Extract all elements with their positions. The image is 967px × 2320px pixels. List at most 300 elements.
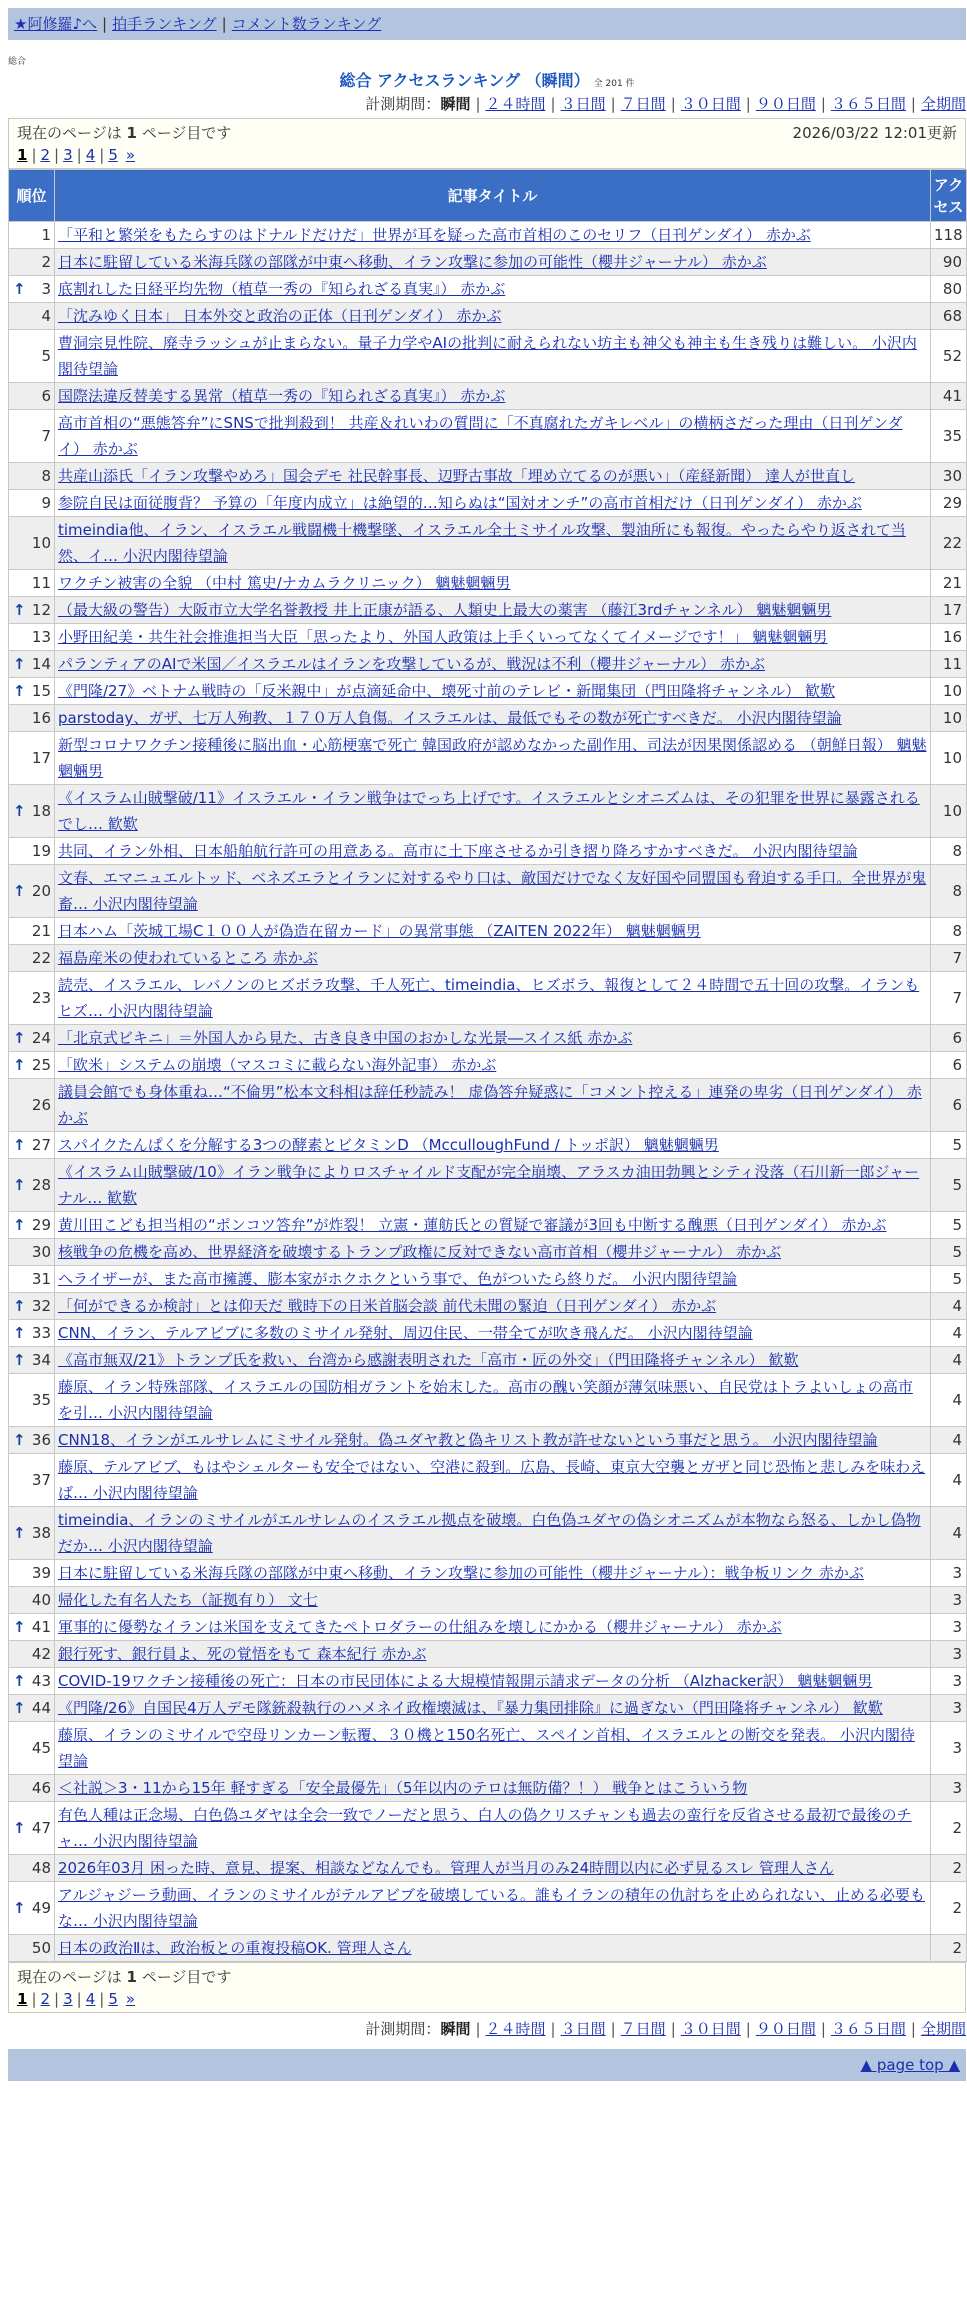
article-title-link[interactable]: 「欧米」システムの崩壊（マスコミに載らない海外記事） 赤かぶ: [58, 1056, 497, 1074]
nav-separator: |: [102, 15, 108, 33]
rank-number: 20: [31, 882, 51, 900]
table-row: [9, 1882, 967, 1935]
access-count: 8: [931, 918, 967, 945]
access-count: 3: [931, 1587, 967, 1614]
title-cell: [55, 303, 931, 330]
rank-up-arrow-icon: ↑: [13, 1297, 26, 1315]
title-cell: [55, 1507, 931, 1560]
access-count: 8: [931, 865, 967, 918]
rank-cell: [9, 1239, 55, 1266]
article-title-link[interactable]: COVID-19ワクチン接種後の死亡：日本の市民団体による大規模情報開示請求データの分析 （Alzhacker訳） 魑魅魍魎男: [58, 1672, 873, 1690]
article-title-link[interactable]: 帰化した有名人たち（証拠有り） 文七: [58, 1591, 318, 1609]
rank-number: 1: [41, 226, 51, 244]
page-link-next[interactable]: »: [125, 1990, 136, 2008]
table-row: [9, 1212, 967, 1239]
access-count: 90: [931, 249, 967, 276]
rank-number: 36: [31, 1431, 51, 1449]
rank-cell: [9, 972, 55, 1025]
rank-up-arrow-icon: ↑: [13, 1136, 26, 1154]
rank-cell: [9, 1320, 55, 1347]
article-title-link[interactable]: 核戦争の危機を高め、世界経済を破壊するトランプ政権に反対できない高市首相（櫻井ジャーナル） 赤かぶ: [58, 1243, 782, 1261]
rank-cell: [9, 1025, 55, 1052]
access-count: 6: [931, 1079, 967, 1132]
page-top-link[interactable]: ▲ page top ▲: [860, 2056, 960, 2074]
title-cell: [55, 1320, 931, 1347]
article-title-link[interactable]: 有色人種は正念場、白色偽ユダヤは全会一致でノーだと思う、白人の偽クリスチャンも過去の蛮行を反省させる最初で最後のチャ… 小沢内閣待望論: [58, 1806, 912, 1850]
rank-cell: [9, 918, 55, 945]
article-title-link[interactable]: 銀行死す、銀行員よ、死の覚悟をもて 森本紀行 赤かぶ: [58, 1645, 427, 1663]
rank-up-arrow-icon: ↑: [13, 1819, 26, 1837]
rank-number: 7: [41, 427, 51, 445]
access-count: 21: [931, 570, 967, 597]
page-link-3[interactable]: 3: [63, 1990, 73, 2008]
access-count: 11: [931, 651, 967, 678]
rank-cell: [9, 570, 55, 597]
table-row: [9, 651, 967, 678]
article-title-link[interactable]: 藤原、イランのミサイルで空母リンカーン転覆、３０機と150名死亡、スペイン首相、イスラエルとの断交を発表。 小沢内閣待望論: [58, 1726, 915, 1770]
article-title-link[interactable]: 小野田紀美・共生社会推進担当大臣「思ったより、外国人政策は上手くいってなくてイメージです！」 魑魅魍魎男: [58, 628, 828, 646]
rank-number: 42: [31, 1645, 51, 1663]
rank-cell: [9, 463, 55, 490]
rank-cell: [9, 1427, 55, 1454]
period-current: 瞬間: [440, 2020, 471, 2038]
access-count: 3: [931, 1560, 967, 1587]
title-cell: [55, 490, 931, 517]
updated-timestamp: 2026/03/22 12:01更新: [792, 124, 957, 142]
table-row: [9, 1935, 967, 1962]
period-selector-bottom: 計測期間：瞬間 | ２４時間 | ３日間 | ７日間 | ３０日間 | ９０日間 | ３６５日間 | 全期間: [365, 2020, 966, 2038]
rank-cell: [9, 1935, 55, 1962]
article-title-link[interactable]: 「何ができるか検討」とは仰天だ 戦時下の日米首脳会談 前代未聞の緊迫（日刊ゲンダイ） 赤かぶ: [58, 1297, 717, 1315]
rank-number: 9: [41, 494, 51, 512]
rank-up-arrow-icon: ↑: [13, 1324, 26, 1342]
access-count: 2: [931, 1882, 967, 1935]
period-link-365d[interactable]: ３６５日間: [830, 2020, 906, 2038]
rank-cell: [9, 1775, 55, 1802]
ranking-title-line: [8, 70, 966, 92]
article-title-link[interactable]: 読売、イスラエル、レバノンのヒズボラ攻撃、千人死亡、timeindia、ヒズボラ、報復として２４時間で五十回の攻撃。イランもヒズ… 小沢内閣待望論: [58, 976, 920, 1020]
rank-cell: [9, 1695, 55, 1722]
rank-cell: [9, 1855, 55, 1882]
rank-number: 15: [31, 682, 51, 700]
period-label: 計測期間：: [365, 2020, 441, 2038]
rank-number: 19: [31, 842, 51, 860]
period-link-7d[interactable]: ７日間: [620, 2020, 666, 2038]
article-title-link[interactable]: 藤原、テルアビブ、もはやシェルターも安全ではない、空港に殺到。広島、長崎、東京大空襲とガザと同じ恐怖と悲しみを味わえば… 小沢内閣待望論: [58, 1458, 926, 1502]
period-link-all[interactable]: 全期間: [920, 2020, 966, 2038]
current-page-text: 現在のページは 1 ページ目です: [17, 1968, 232, 1986]
title-cell: [55, 1239, 931, 1266]
title-cell: [55, 383, 931, 410]
article-title-link[interactable]: 文春、エマニュエルトッド、ベネズエラとイランに対するやり口は、敵国だけでなく友好国や同盟国も脅迫する手口。全世界が鬼畜… 小沢内閣待望論: [58, 869, 927, 913]
table-row: [9, 678, 967, 705]
article-title-link[interactable]: ヘライザーが、また高市擁護、膨本家がホクホクという事で、色がついたら終りだ。 小沢内閣待望論: [58, 1270, 738, 1288]
rank-cell: [9, 624, 55, 651]
page-link-3[interactable]: 3: [63, 146, 73, 164]
table-row: [9, 597, 967, 624]
table-row: [9, 918, 967, 945]
article-title-link[interactable]: 日本に駐留している米海兵隊の部隊が中東へ移動、イラン攻撃に参加の可能性（櫻井ジャーナル）：戦争板リンク 赤かぶ: [58, 1564, 864, 1582]
period-link-30d[interactable]: ３０日間: [680, 2020, 741, 2038]
title-cell: [55, 1802, 931, 1855]
rank-cell: [9, 1668, 55, 1695]
rank-number: 6: [41, 387, 51, 405]
title-cell: [55, 1025, 931, 1052]
table-row: [9, 624, 967, 651]
title-cell: [55, 865, 931, 918]
rank-number: 35: [31, 1391, 51, 1409]
table-row: [9, 1695, 967, 1722]
article-title-link[interactable]: 福島産米の使われているところ 赤かぶ: [58, 949, 318, 967]
article-title-link[interactable]: 「北京式ビキニ」＝外国人から見た、古き良き中国のおかしな光景―スイス紙 赤かぶ: [58, 1029, 633, 1047]
period-link-7d[interactable]: ７日間: [620, 95, 666, 113]
table-row: [9, 732, 967, 785]
pagination-bottom: 1 | 2 | 3 | 4 | 5 »: [17, 1990, 136, 2008]
rank-number: 11: [31, 574, 51, 592]
rank-number: 47: [31, 1819, 51, 1837]
rank-up-arrow-icon: ↑: [13, 1672, 26, 1690]
rank-cell: [9, 1802, 55, 1855]
access-count: 2: [931, 1802, 967, 1855]
header-rank: 順位: [9, 170, 55, 222]
rank-number: 23: [31, 989, 51, 1007]
title-cell: [55, 624, 931, 651]
title-cell: [55, 1587, 931, 1614]
title-cell: [55, 945, 931, 972]
article-title-link[interactable]: 共産山添氏「イラン攻撃やめろ」国会デモ 社民幹事長、辺野古事故「埋め立てるのが悪い」（産経新聞） 達人が世直し: [58, 467, 856, 485]
period-link-all[interactable]: 全期間: [920, 95, 966, 113]
access-count: 4: [931, 1507, 967, 1560]
rank-number: 43: [31, 1672, 51, 1690]
access-count: 5: [931, 1239, 967, 1266]
title-cell: [55, 330, 931, 383]
rank-number: 4: [41, 307, 51, 325]
table-row: [9, 330, 967, 383]
rank-cell: [9, 1374, 55, 1427]
rank-number: 8: [41, 467, 51, 485]
article-title-link[interactable]: アルジャジーラ動画、イランのミサイルがテルアビブを破壊している。誰もイランの積年の仇討ちを止められない、止める必要もな… 小沢内閣待望論: [58, 1886, 925, 1930]
rank-number: 46: [31, 1779, 51, 1797]
article-title-link[interactable]: （最大級の警告）大阪市立大学名誉教授 井上正康が語る、人類史上最大の薬害 （藤江3rdチャンネル） 魑魅魍魎男: [58, 601, 832, 619]
rank-number: 28: [31, 1176, 51, 1194]
title-cell: [55, 249, 931, 276]
title-cell: [55, 1722, 931, 1775]
rank-cell: [9, 678, 55, 705]
article-title-link[interactable]: 日本に駐留している米海兵隊の部隊が中東へ移動、イラン攻撃に参加の可能性（櫻井ジャーナル） 赤かぶ: [58, 253, 767, 271]
period-link-24h[interactable]: ２４時間: [485, 95, 546, 113]
period-link-365d[interactable]: ３６５日間: [830, 95, 906, 113]
table-row: [9, 1374, 967, 1427]
nav-link-home[interactable]: ★阿修羅♪へ: [14, 15, 98, 33]
rank-up-arrow-icon: ↑: [13, 1176, 26, 1194]
article-title-link[interactable]: 「平和と繁栄をもたらすのはドナルドだけだ」世界が耳を疑った高市首相のこのセリフ（日刊ゲンダイ） 赤かぶ: [58, 226, 811, 244]
table-row: [9, 1025, 967, 1052]
rank-cell: [9, 1560, 55, 1587]
rank-cell: [9, 383, 55, 410]
period-selector-top: 計測期間：瞬間 | ２４時間 | ３日間 | ７日間 | ３０日間 | ９０日間 | ３６５日間 | 全期間: [365, 95, 966, 113]
rank-cell: [9, 1454, 55, 1507]
rank-cell: [9, 838, 55, 865]
access-count: 80: [931, 276, 967, 303]
article-title-link[interactable]: timeindia他、イラン、イスラエル戦闘機十機撃墜、イスラエル全土ミサイル攻撃、製油所にも報復。やったらやり返されて当然、イ… 小沢内閣待望論: [58, 521, 906, 565]
table-row: [9, 1507, 967, 1560]
article-title-link[interactable]: 日本ハム「茨城工場C１００人が偽造在留カード」の異常事態 （ZAITEN 2022年） 魑魅魍魎男: [58, 922, 701, 940]
period-current: 瞬間: [440, 95, 471, 113]
article-title-link[interactable]: 国際法違反替美する異常（植草一秀の『知られざる真実』） 赤かぶ: [58, 387, 506, 405]
rank-cell: [9, 517, 55, 570]
page-link-2[interactable]: 2: [40, 146, 51, 164]
rank-number: 10: [31, 534, 51, 552]
title-cell: [55, 732, 931, 785]
article-title-link[interactable]: 共同、イラン外相、日本船舶航行許可の用意ある。高市に土下座させるか引き摺り降ろすかすべきだ。 小沢内閣待望論: [58, 842, 858, 860]
article-title-link[interactable]: CNN、イラン、テルアビブに多数のミサイル発射、周辺住民、一帯全てが吹き飛んだ。 小沢内閣待望論: [58, 1324, 753, 1342]
access-count: 7: [931, 945, 967, 972]
page-info-top: [8, 118, 966, 169]
rank-cell: [9, 490, 55, 517]
nav-link-comment-ranking[interactable]: コメント数ランキング: [231, 15, 382, 33]
rank-number: 25: [31, 1056, 51, 1074]
access-count: 4: [931, 1454, 967, 1507]
access-count: 5: [931, 1132, 967, 1159]
table-row: [9, 303, 967, 330]
article-title-link[interactable]: 《イスラム山賊撃破/11》イスラエル・イラン戦争はでっち上げです。イスラエルとシオニズムは、その犯罪を世界に暴露されるでし… 歓歎: [58, 789, 920, 833]
rank-cell: [9, 1052, 55, 1079]
page-link-4[interactable]: 4: [85, 146, 96, 164]
article-title-link[interactable]: スパイクたんぱくを分解する3つの酵素とビタミンD （McculloughFund / トッポ訳） 魑魅魍魎男: [58, 1136, 719, 1154]
table-row: [9, 1079, 967, 1132]
article-title-link[interactable]: 日本の政治Ⅱは、政治板との重複投稿OK. 管理人さん: [58, 1939, 412, 1957]
rank-up-arrow-icon: ↑: [13, 1029, 26, 1047]
article-title-link[interactable]: 「沈みゆく日本」 日本外交と政治の正体（日刊ゲンダイ） 赤かぶ: [58, 307, 502, 325]
rank-number: 2: [41, 253, 51, 271]
article-title-link[interactable]: 議員会館でも身体重ね…“不倫男”松本文科相は辞任秒読み！ 虚偽答弁疑惑に「コメント控える」連発の卑劣（日刊ゲンダイ） 赤かぶ: [58, 1083, 922, 1127]
article-title-link[interactable]: 軍事的に優勢なイランは米国を支えてきたペトロダラーの仕組みを壊しにかかる（櫻井ジャーナル） 赤かぶ: [58, 1618, 782, 1636]
title-cell: [55, 1775, 931, 1802]
page-link-5[interactable]: 5: [108, 146, 118, 164]
table-row: [9, 1560, 967, 1587]
rank-number: 13: [31, 628, 51, 646]
article-title-link[interactable]: parstoday、ガザ、七万人殉教、１７０万人負傷。イスラエルは、最低でもその数が死亡すべきだ。 小沢内閣待望論: [58, 709, 842, 727]
access-count: 4: [931, 1293, 967, 1320]
access-count: 6: [931, 1025, 967, 1052]
table-row: [9, 1641, 967, 1668]
article-title-link[interactable]: 底割れした日経平均先物（植草一秀の『知られざる真実』） 赤かぶ: [58, 280, 506, 298]
rank-up-arrow-icon: ↑: [13, 601, 26, 619]
title-cell: [55, 651, 931, 678]
table-row: [9, 1802, 967, 1855]
access-count: 10: [931, 785, 967, 838]
pagination-top: 1 | 2 | 3 | 4 | 5 »: [17, 146, 136, 164]
page-link-1[interactable]: 1: [17, 146, 28, 164]
table-row: [9, 1668, 967, 1695]
article-title-link[interactable]: 《高市無双/21》トランプ氏を救い、台湾から感謝表明された「高市・匠の外交」（門田隆将チャンネル） 歓歎: [58, 1351, 799, 1369]
rank-cell: [9, 945, 55, 972]
page-link-4[interactable]: 4: [85, 1990, 96, 2008]
article-title-link[interactable]: timeindia、イランのミサイルがエルサレムのイスラエル拠点を破壊。白色偽ユダヤの偽シオニズムが本物なら怒る、しかし偽物だか… 小沢内閣待望論: [58, 1511, 921, 1555]
total-count: 全 201 件: [593, 79, 635, 89]
table-row: [9, 570, 967, 597]
table-row: [9, 1427, 967, 1454]
rank-cell: [9, 1212, 55, 1239]
title-cell: [55, 705, 931, 732]
rank-up-arrow-icon: ↑: [13, 682, 26, 700]
article-title-link[interactable]: 参院自民は面従腹背？ 予算の「年度内成立」は絶望的…知らぬは“国対オンチ”の高市首相だけ（日刊ゲンダイ） 赤かぶ: [58, 494, 862, 512]
rank-number: 22: [31, 949, 51, 967]
table-row: [9, 705, 967, 732]
rank-cell: [9, 1159, 55, 1212]
page-container: [8, 8, 966, 2081]
access-count: 68: [931, 303, 967, 330]
title-cell: [55, 222, 931, 249]
title-cell: [55, 1266, 931, 1293]
period-link-24h[interactable]: ２４時間: [485, 2020, 546, 2038]
access-count: 8: [931, 838, 967, 865]
access-count: 2: [931, 1935, 967, 1962]
table-row: [9, 1052, 967, 1079]
access-count: 3: [931, 1695, 967, 1722]
rank-number: 14: [31, 655, 51, 673]
title-cell: [55, 1347, 931, 1374]
rank-cell: [9, 1722, 55, 1775]
rank-number: 33: [31, 1324, 51, 1342]
period-link-3d[interactable]: ３日間: [560, 2020, 606, 2038]
rank-number: 38: [31, 1524, 51, 1542]
rank-number: 30: [31, 1243, 51, 1261]
rank-up-arrow-icon: ↑: [13, 655, 26, 673]
title-cell: [55, 463, 931, 490]
rank-up-arrow-icon: ↑: [13, 1699, 26, 1717]
rank-cell: [9, 705, 55, 732]
article-title-link[interactable]: 2026年03月 困った時、意見、提案、相談などなんでも。管理人が当月のみ24時間以内に必ず見るスレ 管理人さん: [58, 1859, 834, 1877]
page-link-1[interactable]: 1: [17, 1990, 28, 2008]
title-cell: [55, 1695, 931, 1722]
title-cell: [55, 785, 931, 838]
page-info-bottom: [8, 1962, 966, 2013]
page-link-next[interactable]: »: [125, 146, 136, 164]
title-cell: [55, 1427, 931, 1454]
rank-number: 5: [41, 347, 51, 365]
title-cell: [55, 1560, 931, 1587]
title-cell: [55, 517, 931, 570]
period-link-90d[interactable]: ９０日間: [755, 95, 816, 113]
rank-up-arrow-icon: ↑: [13, 1431, 26, 1449]
title-cell: [55, 1212, 931, 1239]
page-link-5[interactable]: 5: [108, 1990, 118, 2008]
table-row: [9, 1855, 967, 1882]
rank-cell: [9, 249, 55, 276]
article-title-link[interactable]: 新型コロナワクチン接種後に脳出血・心筋梗塞で死亡 韓国政府が認めなかった副作用、司法が因果関係認める （朝鮮日報） 魑魅魍魎男: [58, 736, 927, 780]
access-count: 16: [931, 624, 967, 651]
title-cell: [55, 410, 931, 463]
rank-cell: [9, 1132, 55, 1159]
article-title-link[interactable]: 《門隆/26》自国民4万人デモ隊銃殺執行のハメネイ政権壊滅は、『暴力集団排除』に過ぎない（門田隆将チャンネル） 歓歎: [58, 1699, 883, 1717]
access-count: 29: [931, 490, 967, 517]
table-row: [9, 1266, 967, 1293]
rank-cell: [9, 1347, 55, 1374]
title-cell: [55, 918, 931, 945]
title-cell: [55, 1641, 931, 1668]
period-link-30d[interactable]: ３０日間: [680, 95, 741, 113]
table-row: [9, 1239, 967, 1266]
nav-link-applause-ranking[interactable]: 拍手ランキング: [112, 15, 217, 33]
rank-cell: [9, 1079, 55, 1132]
table-row: [9, 249, 967, 276]
rank-cell: [9, 330, 55, 383]
rank-number: 16: [31, 709, 51, 727]
access-count: 5: [931, 1212, 967, 1239]
access-count: 22: [931, 517, 967, 570]
title-cell: [55, 1052, 931, 1079]
top-nav-bar: [8, 8, 966, 40]
title-cell: [55, 1882, 931, 1935]
access-count: 10: [931, 732, 967, 785]
access-count: 4: [931, 1320, 967, 1347]
rank-number: 26: [31, 1096, 51, 1114]
article-title-link[interactable]: ＜社説＞3・11から15年 軽すぎる「安全最優先」（5年以内のテロは無防備？！） 戦争とはこういう物: [58, 1779, 748, 1797]
access-count: 10: [931, 705, 967, 732]
article-title-link[interactable]: 黄川田こども担当相の“ポンコツ答弁”が炸裂！ 立憲・蓮舫氏との質疑で審議が3回も中断する醜悪（日刊ゲンダイ） 赤かぶ: [58, 1216, 887, 1234]
access-count: 6: [931, 1052, 967, 1079]
rank-number: 17: [31, 749, 51, 767]
article-title-link[interactable]: 高市首相の“悪態答弁”にSNSで批判殺到！ 共産＆れいわの質問に「不真腐れたガキレベル」の横柄さだった理由（日刊ゲンダイ） 赤かぶ: [58, 414, 903, 458]
footer-bar: [8, 2049, 966, 2081]
table-row: [9, 1614, 967, 1641]
rank-number: 29: [31, 1216, 51, 1234]
title-cell: [55, 1079, 931, 1132]
article-title-link[interactable]: 《門隆/27》ベトナム戦時の「反米親中」が点滴延命中、壊死寸前のテレビ・新聞集団（門田隆将チャンネル） 歓歎: [58, 682, 835, 700]
table-row: [9, 945, 967, 972]
title-cell: [55, 276, 931, 303]
table-row: [9, 410, 967, 463]
rank-cell: [9, 1293, 55, 1320]
table-row: [9, 463, 967, 490]
rank-number: 18: [31, 802, 51, 820]
rank-up-arrow-icon: ↑: [13, 1618, 26, 1636]
rank-up-arrow-icon: ↑: [13, 1351, 26, 1369]
article-title-link[interactable]: 《イスラム山賊撃破/10》イラン戦争によりロスチャイルド支配が完全崩壊、アラスカ油田勃興とシティ没落（石川新一郎ジャーナル… 歓歎: [58, 1163, 920, 1207]
table-row: [9, 1293, 967, 1320]
page-link-2[interactable]: 2: [40, 1990, 51, 2008]
title-cell: [55, 1132, 931, 1159]
ranking-table-body: [9, 222, 967, 1962]
article-title-link[interactable]: 曹洞宗見性院、廃寺ラッシュが止まらない。量子力学やAIの批判に耐えられない坊主も神父も神主も生き残りは難しい。 小沢内閣待望論: [58, 334, 917, 378]
access-count: 4: [931, 1427, 967, 1454]
rank-cell: [9, 865, 55, 918]
period-link-3d[interactable]: ３日間: [560, 95, 606, 113]
table-row: [9, 490, 967, 517]
rank-cell: [9, 276, 55, 303]
table-row: [9, 1159, 967, 1212]
table-row: [9, 383, 967, 410]
access-count: 5: [931, 1159, 967, 1212]
title-cell: [55, 1855, 931, 1882]
table-row: [9, 838, 967, 865]
period-label: 計測期間：: [365, 95, 441, 113]
period-link-90d[interactable]: ９０日間: [755, 2020, 816, 2038]
access-count: 4: [931, 1374, 967, 1427]
article-title-link[interactable]: パランティアのAIで米国／イスラエルはイランを攻撃しているが、戦況は不利（櫻井ジャーナル） 赤かぶ: [58, 655, 766, 673]
article-title-link[interactable]: CNN18、イランがエルサレムにミサイル発射。偽ユダヤ教と偽キリスト教が許せないという事だと思う。 小沢内閣待望論: [58, 1431, 878, 1449]
table-row: [9, 1347, 967, 1374]
rank-number: 48: [31, 1859, 51, 1877]
rank-up-arrow-icon: ↑: [13, 882, 26, 900]
article-title-link[interactable]: ワクチン被害の全貌 （中村 篤史/ナカムラクリニック） 魑魅魍魎男: [58, 574, 511, 592]
article-title-link[interactable]: 藤原、イラン特殊部隊、イスラエルの国防相ガラントを始末した。高市の醜い笑顔が薄気味悪い、自民党はトラよいしょの高市を引… 小沢内閣待望論: [58, 1378, 913, 1422]
rank-cell: [9, 785, 55, 838]
rank-number: 3: [41, 280, 51, 298]
rank-number: 41: [31, 1618, 51, 1636]
rank-number: 32: [31, 1297, 51, 1315]
